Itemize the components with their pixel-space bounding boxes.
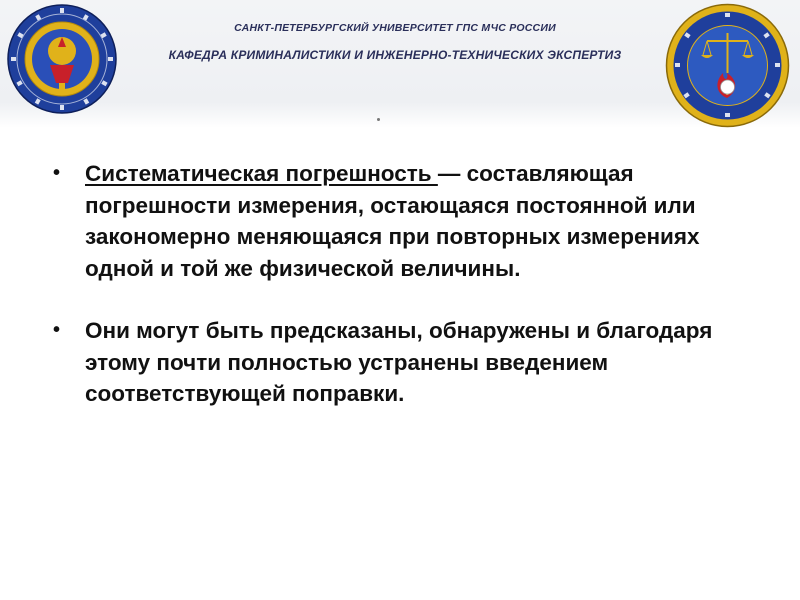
header-text-block: [125, 18, 665, 62]
slide-content: [50, 158, 770, 410]
bullet-text: — составляющая погрешности измерения, остающаяся постоянной или закономерно меняющаяся при повторных измерениях одной и той же физической величины.: [85, 161, 700, 281]
department-name: КАФЕДРА КРИМИНАЛИСТИКИ И ИНЖЕНЕРНО-ТЕХНИЧЕСКИХ ЭКСПЕРТИЗ: [168, 48, 622, 62]
bullet-marker: •: [53, 319, 61, 341]
decorative-dot: [377, 118, 380, 121]
bullet-item: [50, 315, 770, 410]
bullet-item: [50, 158, 770, 284]
bullet-marker: •: [53, 162, 61, 184]
university-name: САНКТ-ПЕТЕРБУРГСКИЙ УНИВЕРСИТЕТ ГПС МЧС РОССИИ: [234, 22, 556, 34]
department-emblem-icon: [665, 3, 790, 128]
university-emblem-icon: [6, 3, 118, 115]
defined-term: Систематическая погрешность: [85, 161, 438, 186]
bullet-text: Они могут быть предсказаны, обнаружены и благодаря этому почти полностью устранены введением соответствующей поправки.: [85, 318, 713, 406]
